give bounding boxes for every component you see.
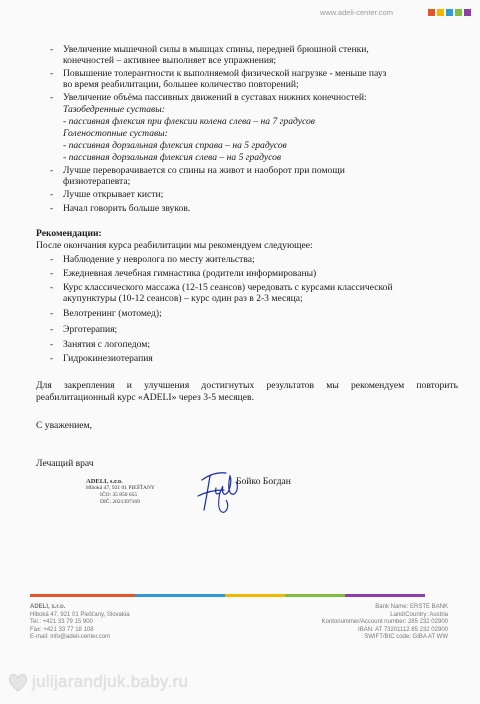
ankle-joint-item: - пассивная дорзальная флексия справа – на 5 градусов xyxy=(63,140,287,151)
document-page: www.adeli-center.com - Увеличение мышечной силы в мышцах спины, передней брюшной стенки, конечностей – активнее выполняет все упражнения; - Повышение толерантности к выполняемой физической нагрузке - меньше пауз во время реабилитации, большее количество повторений; - Увеличение объёма пассивных движений в суставах нижних конечностей: Тазобедренные суставы: - пассивная флексия при флексии колена слева – на 7 градусов Голеностопные суставы: - пассивная дорзальная флексия справа – на 5 градусов - пассивная дорзальная флексия слева – на 5 градусов - Лучше переворачивается со спины на живот и наоборот при помощи физиотерапевта; - Лучше открывает кисти; - Начал говорить больше звуков. Рекомендации: После окончания курса реабилитации мы рекомендуем следующее: - Наблюдение у невролога по месту жительства; - Ежедневная лечебная гимнастика (родители информированы) - Курс классического массажа (12-15 сеансов) чередовать с курсами классической акупунктуры (10-12 сеансов) – курс один раз в 2-3 месяца; - Велотренинг (мотомед); - Эрготерапия; - Занятия с логопедом; - Гидрокинезиотерапия Для закрепления и улучшения достигнутых результатов мы рекомендуем повторить реабилитационный курс «ADELI» через 3-5 месяцев. С уважением, Лечащий врач ADELI, s.r.o. Hlboká 47, 921 01 PIEŠŤANY IČO: 35 850 655 DIČ: 2021397169 Бойко Богдан ADELI, s.r.o. Hlboká 47, 921 01 Piešťany, Slovakia Tel.: +421 33 79 15 900 Fax: +421 33 77 18 108 E-mail: info@adeli-center.com Bank Name: ERSTE BANK Land/Country: Austria Kontonummer/Account number: 285 232 02900 IBAN: AT 73201112 85 232 02900 SWIFT/BIC code: GIBA AT WW julijarandjuk.baby.ru xyxy=(0,0,480,704)
signature-block xyxy=(36,458,456,518)
hip-joint-item: - пассивная флексия при флексии колена слева – на 7 градусов xyxy=(63,116,315,127)
recommendations-intro: После окончания курса реабилитации мы рекомендуем следующее: xyxy=(36,240,313,251)
doctor-name: Бойко Богдан xyxy=(236,476,291,487)
footer-bar xyxy=(135,594,225,597)
recommendations-title: Рекомендации: xyxy=(36,228,102,239)
hip-joints-title: Тазобедренные суставы: xyxy=(63,104,165,115)
footer-bar xyxy=(30,594,135,597)
brand-square xyxy=(455,9,462,16)
regards: С уважением, xyxy=(36,420,93,431)
brand-square xyxy=(464,9,471,16)
footer-bank: Bank Name: ERSTE BANK Land/Country: Austria Kontonummer/Account number: 285 232 02900 IBAN: AT 73201112 85 232 02900 SWIFT/BIC code: GIBA AT WW xyxy=(321,604,448,641)
footer-bar xyxy=(225,594,285,597)
heart-logo-icon xyxy=(6,670,30,694)
footer-address: ADELI, s.r.o. Hlboká 47, 921 01 Piešťany, Slovakia Tel.: +421 33 79 15 900 Fax: +421 33 77 18 108 E-mail: info@adeli-center.com xyxy=(30,604,130,641)
footer-bar xyxy=(345,594,425,597)
closing-line: реабилитационный курс «ADELI» через 3-5 месяцев. xyxy=(36,392,254,403)
closing-line: Для закрепления и улучшения достигнутых результатов мы рекомендуем повторить xyxy=(36,380,458,391)
ankle-joints-title: Голеностопные суставы: xyxy=(63,128,168,139)
watermark-text: julijarandjuk.baby.ru xyxy=(32,672,189,691)
doctor-role: Лечащий врач xyxy=(36,458,94,469)
brand-square xyxy=(446,9,453,16)
footer-bar xyxy=(285,594,345,597)
brand-square xyxy=(428,9,435,16)
handwritten-signature-icon xyxy=(196,466,242,518)
brand-square xyxy=(437,9,444,16)
header-url[interactable]: www.adeli-center.com xyxy=(320,8,393,17)
ankle-joint-item: - пассивная дорзальная флексия слева – на 5 градусов xyxy=(63,152,282,163)
company-stamp: ADELI, s.r.o. Hlboká 47, 921 01 PIEŠŤANY IČO: 35 850 655 DIČ: 2021397169 xyxy=(86,478,155,505)
